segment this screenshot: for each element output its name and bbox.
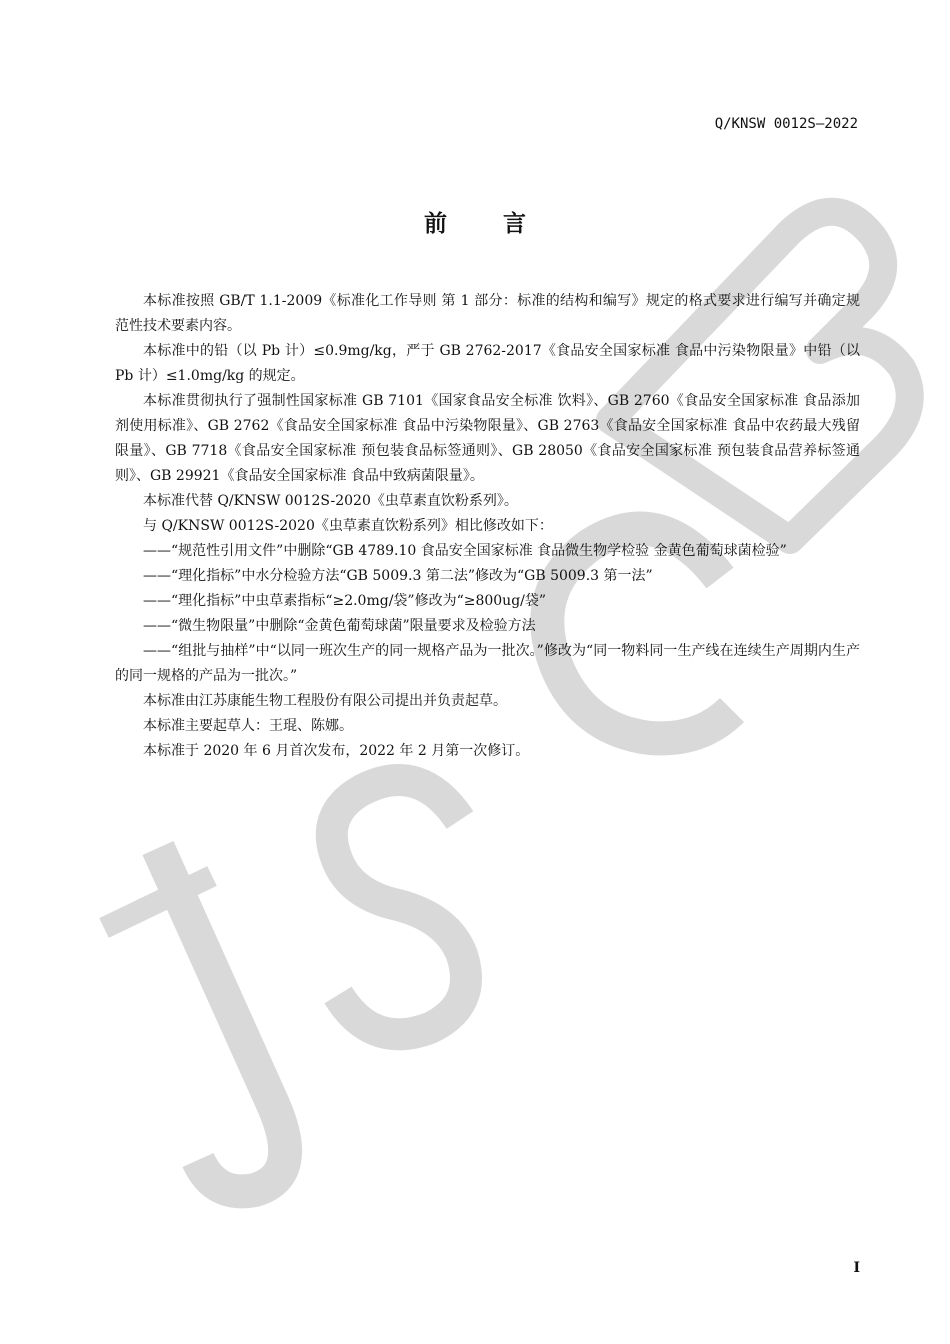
paragraph: 本标准按照 GB/T 1.1-2009《标准化工作导则 第 1 部分：标准的结构和编写》规定的格式要求进行编写并确定规范性技术要素内容。	[115, 293, 860, 334]
paragraph: ——“微生物限量”中删除“金黄色葡萄球菌”限量要求及检验方法	[143, 618, 536, 634]
paragraph: ——“组批与抽样”中“以同一班次生产的同一规格产品为一批次。”修改为“同一物料同一生产线在连续生产周期内生产的同一规格的产品为一批次。”	[115, 643, 860, 684]
watermark-letter-j	[158, 848, 285, 1191]
document-code: Q/KNSW 0012S—2022	[714, 116, 858, 132]
document-body	[115, 289, 860, 764]
paragraph: 本标准主要起草人：王琨、陈娜。	[143, 718, 353, 734]
paragraph: 本标准由江苏康能生物工程股份有限公司提出并负责起草。	[143, 693, 507, 709]
paragraph: ——“规范性引用文件”中删除“GB 4789.10 食品安全国家标准 食品微生物学检验 金黄色葡萄球菌检验”	[143, 543, 787, 559]
paragraph: 本标准贯彻执行了强制性国家标准 GB 7101《国家食品安全标准 饮料》、GB 2760《食品安全国家标准 食品添加剂使用标准》、GB 2762《食品安全国家标准 食品中污染物限量》、GB 2763《食品安全国家标准 食品中农药最大残留限量》、GB 7718《食品安全国家标准 预包装食品标签通则》、GB 28050《食品安全国家标准 预包装食品营养标签通则》、GB 29921《食品安全国家标准 食品中致病菌限量》。	[115, 393, 860, 484]
paragraph: 本标准于 2020 年 6 月首次发布，2022 年 2 月第一次修订。	[143, 743, 530, 759]
page-title: 前言	[424, 211, 582, 237]
paragraph: ——“理化指标”中水分检验方法“GB 5009.3 第二法”修改为“GB 5009.3 第一法”	[143, 568, 653, 584]
watermark-letter-s	[332, 780, 466, 1034]
page-number: I	[853, 1260, 860, 1276]
paragraph: 与 Q/KNSW 0012S-2020《虫草素直饮粉系列》相比修改如下：	[143, 518, 553, 534]
paragraph: 本标准代替 Q/KNSW 0012S-2020《虫草素直饮粉系列》。	[143, 493, 518, 509]
watermark-letter-j-top	[104, 876, 212, 928]
paragraph: ——“理化指标”中虫草素指标“≥2.0mg/袋”修改为“≥800ug/袋”	[143, 593, 547, 609]
paragraph: 本标准中的铅（以 Pb 计）≤0.9mg/kg，严于 GB 2762-2017《食品安全国家标准 食品中污染物限量》中铅（以 Pb 计）≤1.0mg/kg 的规定。	[115, 343, 860, 384]
